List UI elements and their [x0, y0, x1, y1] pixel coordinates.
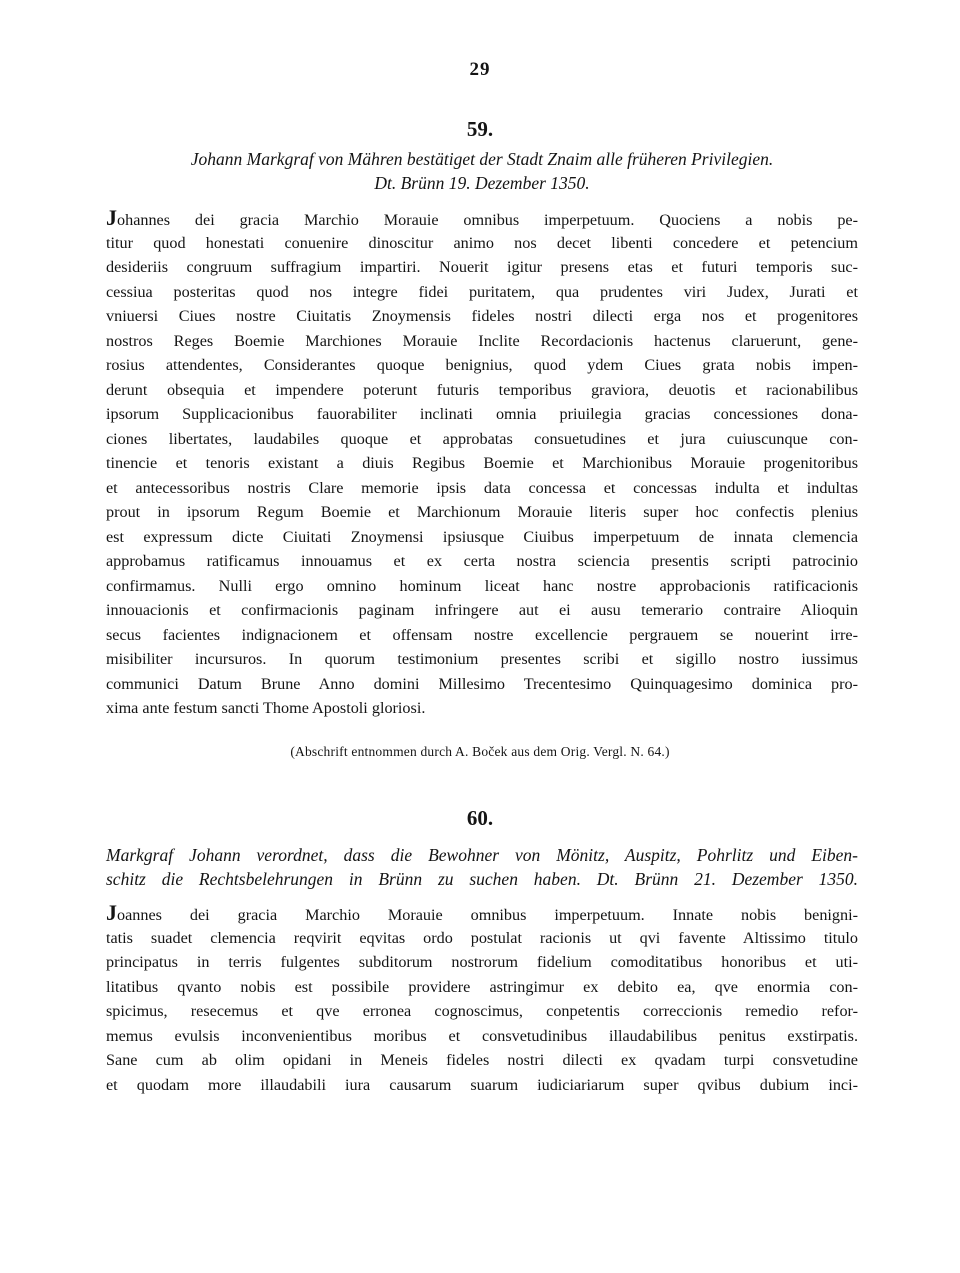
- line-text: est expressum dicte Ciuitati Znoymensi ipsiusque Ciuibus imperpetuum de innata clemencia: [106, 527, 858, 546]
- line-text: secus facientes indignacionem et offensam nostre excellencie pergrauem se nouerint irre-: [106, 625, 858, 644]
- heading-line: Markgraf Johann verordnet, dass die Bewohner von Mönitz, Auspitz, Pohrlitz und Eiben-: [106, 845, 858, 865]
- line-text: Sane cum ab olim opidani in Meneis fideles nostri dilecti ex qvadam turpi consvetudine: [106, 1051, 858, 1069]
- line-text: titur quod honestati conuenire dinoscitur animo nos decet libenti concedere et petencium: [106, 233, 858, 252]
- initial-letter: J: [106, 206, 117, 230]
- line-text: derunt obsequia et impendere poterunt futuris temporibus graviora, deuotis et racionabilibus: [106, 380, 858, 399]
- line-text: ohannes dei gracia Marchio Morauie omnibus imperpetuum. Quociens a nobis pe-: [117, 211, 858, 229]
- text-line: [106, 231, 858, 256]
- text-line: [106, 255, 858, 280]
- text-line: [106, 901, 858, 926]
- line-text: memus evulsis inconvenientibus moribus et consvetudinibus illaudabilibus penitus exstirpatis.: [106, 1026, 858, 1045]
- document-number-59: 59.: [466, 117, 494, 141]
- line-text: litatibus qvanto nobis est possibile providere astringimur ex debito ea, qve enormia con-: [106, 977, 858, 996]
- line-text: ipsorum Supplicacionibus fauorabiliter inclinati omnia priuilegia gracias concessiones dona-: [106, 405, 858, 423]
- text-line: [106, 696, 858, 721]
- text-line: [106, 280, 858, 305]
- heading-line: Johann Markgraf von Mähren bestätiget der Stadt Znaim alle früheren Privilegien.: [190, 149, 774, 169]
- line-text: et antecessoribus nostris Clare memorie ipsis data concessa et concessas indulta et indultas: [106, 478, 858, 497]
- line-text: nostros Reges Boemie Marchiones Morauie Inclite Recordacionis hactenus claruerunt, gene-: [106, 331, 858, 350]
- line-text: spicimus, resecemus et qve erronea cognoscimus, conpetentis correccionis remedio refor-: [106, 1002, 858, 1020]
- line-text: misibiliter incursuros. In quorum testimonium presentes scribi et sigillo nostro iussimus: [106, 650, 858, 668]
- line-text: et quodam more illaudabili iura causarum suarum iudiciariarum super qvibus dubium inci-: [106, 1075, 858, 1094]
- text-line: [106, 1024, 858, 1049]
- source-note: (Abschrift entnommen durch A. Boček aus dem Orig. Vergl. N. 64.): [290, 744, 670, 759]
- line-text: innouacionis et confirmacionis paginam infringere aut ei ausu temerario contraire Alioquin: [106, 601, 858, 619]
- text-line: [106, 427, 858, 452]
- text-line: [106, 500, 858, 525]
- line-text: cessiua posteritas quod nos integre fidei puritatem, qua prudentes viri Judex, Jurati et: [106, 282, 858, 301]
- text-line: [106, 672, 858, 697]
- line-text: principatus in terris fulgentes subditorum nostrorum fidelium comoditatibus honoribus et uti-: [106, 953, 858, 971]
- line-text: xima ante festum sancti Thome Apostoli gloriosi.: [106, 699, 426, 717]
- line-text: oannes dei gracia Marchio Morauie omnibus imperpetuum. Innate nobis benigni-: [117, 906, 858, 924]
- document-body-60: [106, 901, 858, 1097]
- line-text: rosius attendentes, Considerantes quoque benignius, quod ydem Ciues grata nobis impen-: [106, 356, 858, 374]
- text-line: [106, 451, 858, 476]
- text-line: [106, 926, 858, 951]
- text-line: [106, 1048, 858, 1073]
- text-line: [106, 574, 858, 599]
- text-line: [106, 525, 858, 550]
- document-heading-59: [106, 147, 858, 195]
- text-line: [106, 950, 858, 975]
- text-line: [106, 999, 858, 1024]
- page-number: 29: [469, 59, 491, 80]
- document-number-60: 60.: [466, 806, 494, 830]
- text-line: [106, 304, 858, 329]
- line-text: ciones libertates, laudabiles quoque et approbatas consuetudines et jura cuiuscunque con-: [106, 429, 858, 448]
- document-heading-60: [106, 843, 858, 891]
- heading-line: schitz die Rechtsbelehrungen in Brünn zu suchen haben. Dt. Brünn 21. Dezember 1350.: [106, 869, 858, 889]
- text-line: [106, 647, 858, 672]
- line-text: approbamus ratificamus innouamus et ex certa nostra sciencia presentis scripti patrocinio: [106, 552, 858, 570]
- document-body-59: [106, 206, 858, 721]
- line-text: communici Datum Brune Anno domini Millesimo Trecentesimo Quinquagesimo dominica pro-: [106, 674, 858, 693]
- text-line: [106, 329, 858, 354]
- text-line: [106, 402, 858, 427]
- line-text: prout in ipsorum Regum Boemie et Marchionum Morauie literis super hoc confectis plenius: [106, 503, 858, 521]
- line-text: tinencie et tenoris existant a diuis Regibus Boemie et Marchionibus Morauie progenitoribus: [106, 454, 858, 472]
- text-line: [106, 476, 858, 501]
- text-line: [106, 549, 858, 574]
- line-text: desideriis congruum suffragium impartiri. Nouerit igitur presens etas et futuri temporis suc-: [106, 258, 858, 276]
- text-line: [106, 378, 858, 403]
- text-line: [106, 623, 858, 648]
- text-line: [106, 975, 858, 1000]
- text-line: [106, 598, 858, 623]
- heading-line: Dt. Brünn 19. Dezember 1350.: [374, 173, 590, 193]
- line-text: confirmamus. Nulli ergo omnino hominum liceat hanc nostre approbacionis ratificacionis: [106, 576, 858, 595]
- text-line: [106, 1073, 858, 1098]
- initial-letter: J: [106, 901, 117, 925]
- line-text: tatis suadet clemencia reqvirit eqvitas ordo postulat racionis ut qvi favente Altissimo titulo: [106, 928, 858, 947]
- text-line: [106, 206, 858, 231]
- text-line: [106, 353, 858, 378]
- line-text: vniuersi Ciues nostre Ciuitatis Znoymensis fideles nostri dilecti erga nos et progenitores: [106, 307, 858, 325]
